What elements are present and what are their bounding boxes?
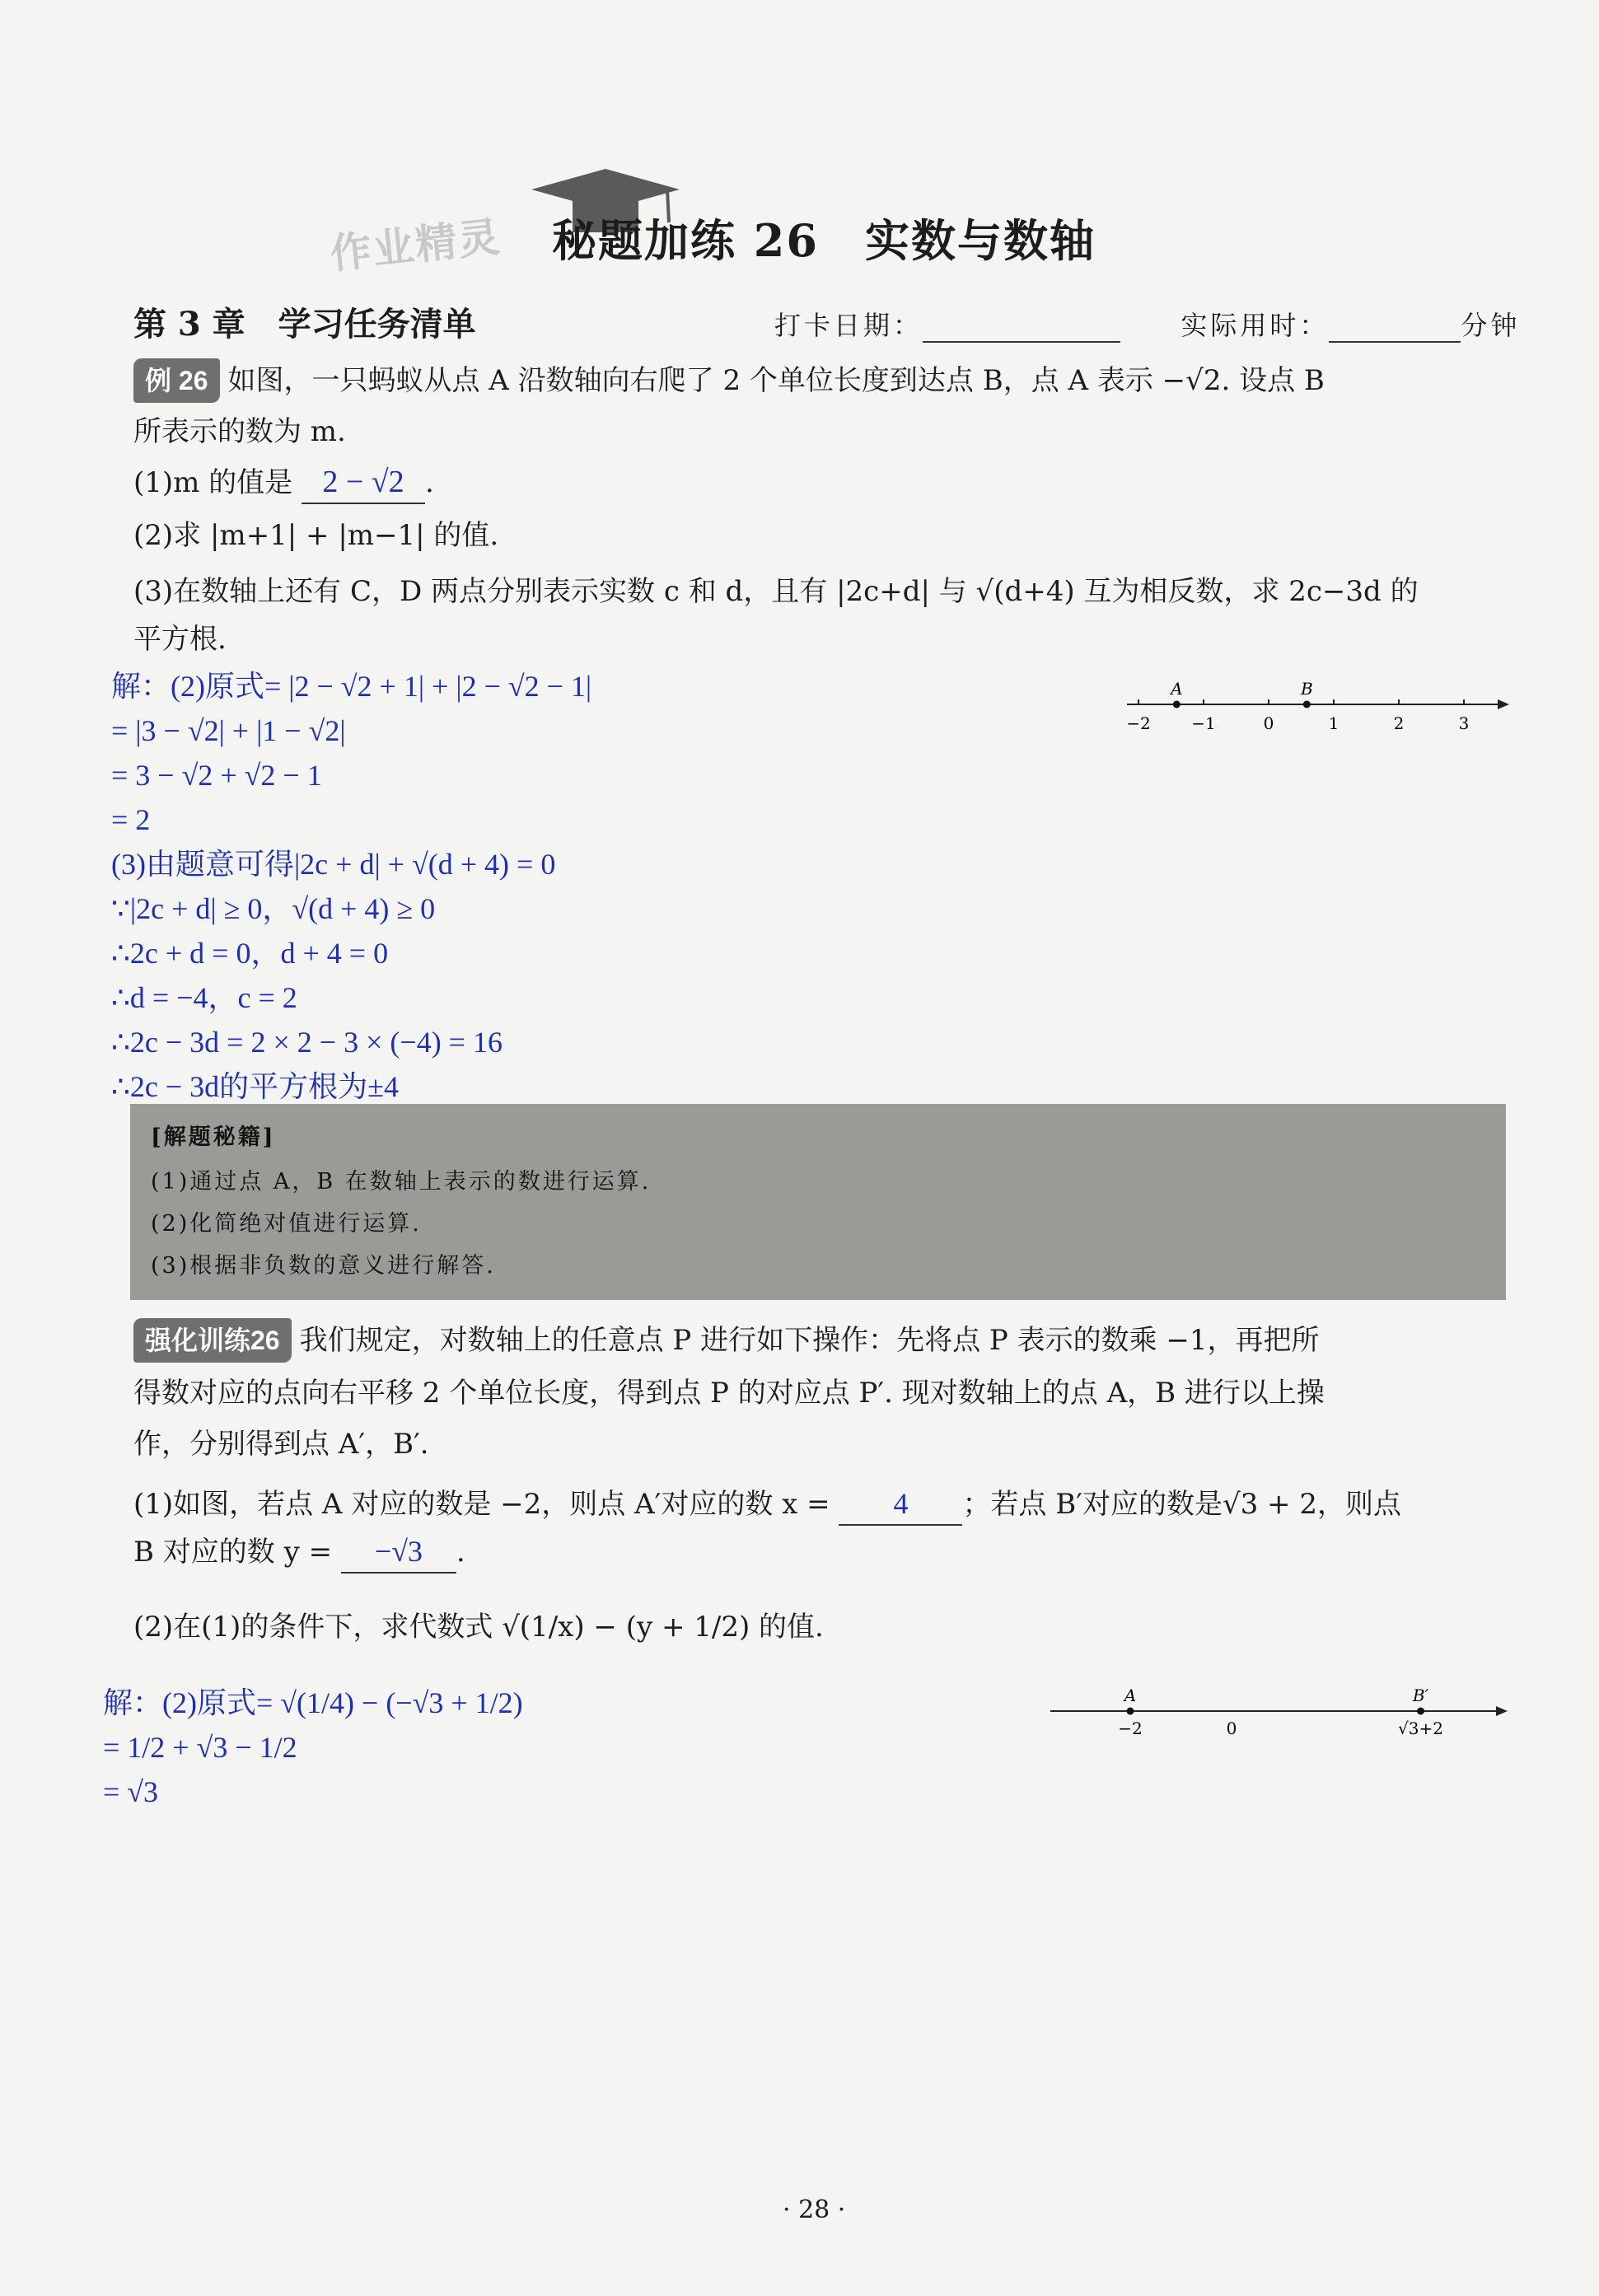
minute-label: 分钟 (1461, 310, 1521, 341)
axis-tick-label: 1 (1328, 713, 1340, 733)
training-stem-line3: 作，分别得到点 A′，B′. (133, 1428, 429, 1461)
solution-line: ∵|2c + d| ≥ 0，√(d + 4) ≥ 0 (111, 892, 436, 925)
tips-item: (1)通过点 A，B 在数轴上表示的数进行运算. (151, 1169, 652, 1195)
training-solution (103, 1681, 523, 1814)
axis-point (1173, 701, 1181, 708)
y-answer: −√3 (341, 1531, 456, 1574)
solution-line: (3)由题意可得|2c + d| + √(d + 4) = 0 (111, 848, 556, 881)
axis-tick-label: 0 (1263, 713, 1274, 733)
chapter-heading: 第 3 章 学习任务清单 (133, 305, 476, 344)
axis-tick-label: −2 (1126, 713, 1151, 733)
example-stem (133, 358, 1517, 452)
q1-prefix: (1)m 的值是 (133, 466, 293, 499)
q1-answer: 2 − √2 (302, 461, 425, 504)
axis-point-label: B (1300, 679, 1313, 699)
axis-point (1127, 1708, 1134, 1715)
tips-heading: [解题秘籍] (151, 1125, 276, 1150)
page-title: 秘题加练 26 实数与数轴 (552, 214, 1096, 267)
solution-line: ∴2c + d = 0，d + 4 = 0 (111, 937, 389, 970)
x-answer: 4 (839, 1483, 962, 1526)
checkin-row (774, 305, 1520, 343)
example-q3 (133, 571, 1517, 660)
q1-suffix: . (425, 466, 434, 499)
solution-line: = √3 (103, 1775, 159, 1808)
training-q1 (133, 1483, 1517, 1574)
training-q1-part-b: ；若点 B′对应的数是√3 + 2，则点 (962, 1488, 1401, 1521)
axis-point (1303, 701, 1311, 708)
axis-tick-label: −1 (1191, 713, 1216, 733)
solution-line: = 2 (111, 803, 151, 836)
page-number: · 28 · (783, 2195, 846, 2224)
solution-line: = |3 − √2| + |1 − √2| (111, 714, 346, 747)
training-q1-part-a: (1)如图，若点 A 对应的数是 −2，则点 A′对应的数 x = (133, 1488, 830, 1521)
example-q2: (2)求 |m+1| + |m−1| 的值. (133, 519, 499, 552)
axis-point (1417, 1708, 1424, 1715)
training-stem-line1: 我们规定，对数轴上的任意点 P 进行如下操作：先将点 P 表示的数乘 −1，再把所 (299, 1324, 1320, 1357)
axis-tick-label: −2 (1118, 1718, 1143, 1738)
example-badge: 例 26 (133, 358, 220, 403)
training-stem (133, 1318, 1517, 1465)
solution-line: = 1/2 + √3 − 1/2 (103, 1731, 297, 1764)
time-used-field[interactable] (1329, 313, 1461, 343)
example-stem-line1: 如图，一只蚂蚁从点 A 沿数轴向右爬了 2 个单位长度到达点 B，点 A 表示 −√2. 设点 B (227, 364, 1325, 397)
axis-point-label: B′ (1412, 1686, 1429, 1705)
training-stem-line2: 得数对应的点向右平移 2 个单位长度，得到点 P 的对应点 P′. 现对数轴上的点 A，B 进行以上操 (133, 1377, 1325, 1410)
solution-line: ∴2c − 3d = 2 × 2 − 3 × (−4) = 16 (111, 1026, 503, 1059)
number-line-training (1046, 1681, 1516, 1755)
watermark: 作业精灵 (327, 212, 503, 278)
q3-line2: 平方根. (133, 623, 227, 656)
example-solution (111, 664, 591, 1109)
axis-tick-label: √3+2 (1398, 1718, 1443, 1738)
tips-item: (2)化简绝对值进行运算. (151, 1211, 422, 1237)
axis-tick-label: 0 (1226, 1718, 1237, 1738)
checkin-date-label: 打卡日期： (774, 310, 923, 341)
solution-line: 解：(2)原式= √(1/4) − (−√3 + 1/2) (103, 1686, 523, 1719)
training-q1-part-d: . (456, 1536, 465, 1569)
training-q1-part-c: B 对应的数 y = (133, 1536, 333, 1569)
q3-line1: (3)在数轴上还有 C，D 两点分别表示实数 c 和 d，且有 |2c+d| 与 √(d+4) 互为相反数，求 2c−3d 的 (133, 575, 1419, 608)
training-badge: 强化训练26 (133, 1318, 292, 1363)
axis-point-label: A (1171, 679, 1183, 699)
solution-line: = 3 − √2 + √2 − 1 (111, 759, 322, 792)
example-stem-line2: 所表示的数为 m. (133, 415, 346, 448)
axis-tick-label: 3 (1458, 713, 1470, 733)
axis-point-label: A (1124, 1686, 1137, 1705)
training-q2: (2)在(1)的条件下，求代数式 √(1/x) − (y + 1/2) 的值. (133, 1611, 824, 1644)
time-used-label: 实际用时： (1181, 310, 1330, 341)
solution-line: ∴d = −4，c = 2 (111, 981, 297, 1014)
example-q1 (133, 461, 434, 504)
solution-line: 解：(2)原式= |2 − √2 + 1| + |2 − √2 − 1| (111, 670, 592, 703)
solution-line: ∴2c − 3d的平方根为±4 (111, 1070, 399, 1103)
axis-tick-label: 2 (1393, 713, 1405, 733)
tips-item: (3)根据非负数的意义进行解答. (151, 1253, 496, 1279)
checkin-date-field[interactable] (923, 313, 1120, 343)
number-line-example (1120, 676, 1516, 750)
tips-box (130, 1104, 1506, 1300)
